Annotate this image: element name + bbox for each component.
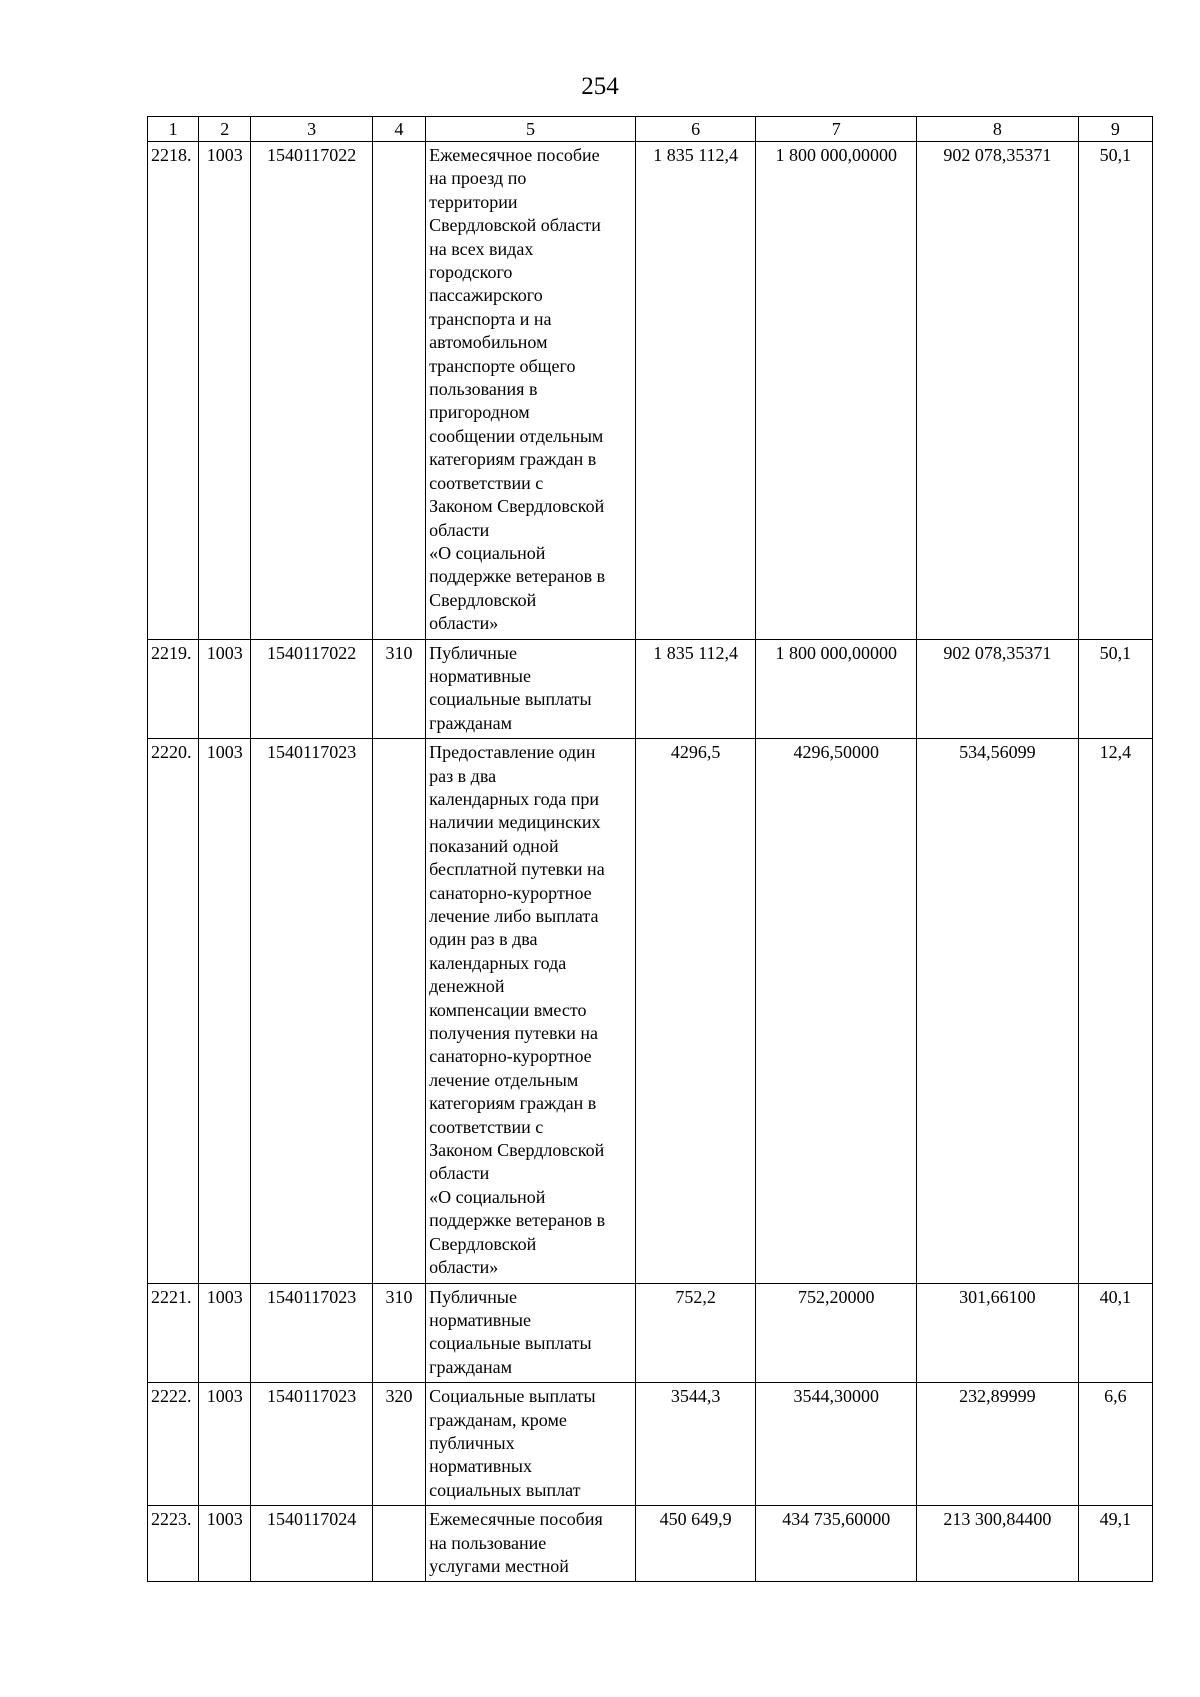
value-col9-cell: 50,1 (1078, 639, 1152, 739)
value-col8-cell: 301,66100 (917, 1283, 1079, 1383)
column-header-5: 5 (426, 117, 636, 142)
description-line: транспорте общего (429, 355, 576, 376)
description-line: Публичные (429, 642, 517, 663)
expense-type-cell: 310 (372, 1283, 425, 1383)
column-header-7: 7 (756, 117, 917, 142)
value-col8-cell: 902 078,35371 (917, 639, 1079, 739)
description-line: категориям граждан в (429, 449, 597, 470)
row-number-cell: 2219. (148, 639, 199, 739)
table-body (148, 142, 1153, 1582)
description-line: категориям граждан в (429, 1093, 597, 1114)
expense-type-cell: 310 (372, 639, 425, 739)
description-line: нормативные (429, 665, 531, 686)
expense-type-cell (372, 739, 425, 1283)
column-header-9: 9 (1078, 117, 1152, 142)
description-line: наличии медицинских (429, 812, 601, 833)
row-number-cell: 2220. (148, 739, 199, 1283)
section-code-cell: 1003 (199, 142, 251, 640)
section-code-cell: 1003 (199, 639, 251, 739)
description-line: Законом Свердловской (429, 1140, 605, 1161)
table-row (148, 1383, 1153, 1506)
table-row (148, 142, 1153, 640)
description-line: транспорта и на (429, 308, 552, 329)
value-col8-cell: 534,56099 (917, 739, 1079, 1283)
value-col9-cell: 12,4 (1078, 739, 1152, 1283)
value-col9-cell: 6,6 (1078, 1383, 1152, 1506)
description-line: календарных года (429, 952, 567, 973)
value-col8-cell: 213 300,84400 (917, 1506, 1079, 1582)
expense-type-cell: 320 (372, 1383, 425, 1506)
target-code-cell: 1540117024 (251, 1506, 372, 1582)
target-code-cell: 1540117023 (251, 1383, 372, 1506)
description-cell (426, 639, 636, 739)
description-cell (426, 1506, 636, 1582)
column-header-4: 4 (372, 117, 425, 142)
value-col9-cell: 50,1 (1078, 142, 1152, 640)
value-col6-cell: 752,2 (635, 1283, 755, 1383)
description-cell (426, 142, 636, 640)
description-line: Ежемесячное пособие (429, 145, 600, 165)
value-col7-cell: 1 800 000,00000 (756, 142, 917, 640)
value-col7-cell: 752,20000 (756, 1283, 917, 1383)
description-line: городского (429, 262, 513, 283)
row-number-cell: 2218. (148, 142, 199, 640)
column-header-3: 3 (251, 117, 372, 142)
description-line: автомобильном (429, 332, 548, 353)
description-line: соответствии с (429, 1116, 544, 1137)
description-line: Социальные выплаты (429, 1386, 596, 1407)
description-line: области (429, 1163, 490, 1184)
description-line: Свердловской (429, 1233, 537, 1254)
description-line: гражданам, кроме (429, 1409, 567, 1430)
description-line: поддержке ветеранов в (429, 566, 606, 587)
description-line: социальные выплаты (429, 1333, 592, 1354)
description-line: денежной (429, 976, 505, 997)
description-line: компенсации вместо (429, 999, 587, 1020)
budget-table (147, 116, 1153, 1582)
description-line: области (429, 519, 490, 540)
description-line: пользования в (429, 379, 538, 400)
description-line: на проезд по (429, 168, 527, 189)
description-line: сообщении отдельным (429, 425, 604, 446)
description-line: на всех видах (429, 238, 534, 259)
section-code-cell: 1003 (199, 739, 251, 1283)
description-line: области» (429, 613, 499, 634)
description-line: гражданам (429, 1356, 513, 1377)
description-line: соответствии с (429, 472, 544, 493)
description-line: раз в два (429, 765, 497, 786)
column-header-6: 6 (635, 117, 755, 142)
description-line: пассажирского (429, 285, 543, 306)
table-row (148, 1283, 1153, 1383)
description-line: пригородном (429, 402, 530, 423)
description-line: санаторно-курортное (429, 1046, 592, 1067)
value-col6-cell: 4296,5 (635, 739, 755, 1283)
table-header (148, 117, 1153, 142)
value-col8-cell: 232,89999 (917, 1383, 1079, 1506)
description-line: Предоставление один (429, 742, 596, 763)
target-code-cell: 1540117022 (251, 142, 372, 640)
expense-type-cell (372, 1506, 425, 1582)
value-col6-cell: 450 649,9 (635, 1506, 755, 1582)
section-code-cell: 1003 (199, 1283, 251, 1383)
column-header-1: 1 (148, 117, 199, 142)
description-line: Ежемесячные пособия (429, 1509, 603, 1530)
description-line: социальные выплаты (429, 689, 592, 710)
column-header-8: 8 (917, 117, 1079, 142)
table-row (148, 1506, 1153, 1582)
value-col7-cell: 434 735,60000 (756, 1506, 917, 1582)
description-line: Законом Свердловской (429, 496, 605, 517)
description-line: показаний одной (429, 835, 559, 856)
description-cell (426, 739, 636, 1283)
value-col9-cell: 40,1 (1078, 1283, 1152, 1383)
description-line: Свердловской (429, 589, 537, 610)
section-code-cell: 1003 (199, 1383, 251, 1506)
description-line: нормативных (429, 1456, 532, 1477)
description-line: социальных выплат (429, 1479, 581, 1500)
description-line: один раз в два (429, 929, 538, 950)
table-row (148, 739, 1153, 1283)
description-line: территории (429, 191, 518, 212)
row-number-cell: 2221. (148, 1283, 199, 1383)
value-col7-cell: 4296,50000 (756, 739, 917, 1283)
section-code-cell: 1003 (199, 1506, 251, 1582)
description-line: бесплатной путевки на (429, 859, 605, 880)
description-line: санаторно-курортное (429, 882, 592, 903)
value-col6-cell: 3544,3 (635, 1383, 755, 1506)
target-code-cell: 1540117023 (251, 739, 372, 1283)
description-line: поддержке ветеранов в (429, 1210, 606, 1231)
description-line: календарных года при (429, 788, 600, 809)
description-line: публичных (429, 1432, 515, 1453)
description-line: на пользование (429, 1532, 547, 1553)
description-line: нормативные (429, 1309, 531, 1330)
row-number-cell: 2223. (148, 1506, 199, 1582)
expense-type-cell (372, 142, 425, 640)
description-line: получения путевки на (429, 1023, 599, 1044)
description-line: Публичные (429, 1286, 517, 1307)
description-line: «О социальной (429, 1186, 546, 1207)
table-row (148, 639, 1153, 739)
value-col8-cell: 902 078,35371 (917, 142, 1079, 640)
target-code-cell: 1540117023 (251, 1283, 372, 1383)
description-line: гражданам (429, 712, 513, 733)
row-number-cell: 2222. (148, 1383, 199, 1506)
page-number: 254 (581, 73, 619, 100)
header-row (148, 117, 1153, 142)
description-cell (426, 1283, 636, 1383)
description-line: лечение либо выплата (429, 906, 599, 926)
value-col6-cell: 1 835 112,4 (635, 142, 755, 640)
value-col7-cell: 3544,30000 (756, 1383, 917, 1506)
description-line: услугами местной (429, 1555, 569, 1576)
target-code-cell: 1540117022 (251, 639, 372, 739)
description-line: Свердловской области (429, 215, 601, 236)
description-cell (426, 1383, 636, 1506)
description-line: лечение отдельным (429, 1069, 579, 1090)
description-line: области» (429, 1257, 499, 1278)
value-col6-cell: 1 835 112,4 (635, 639, 755, 739)
description-line: «О социальной (429, 542, 546, 563)
column-header-2: 2 (199, 117, 251, 142)
value-col7-cell: 1 800 000,00000 (756, 639, 917, 739)
value-col9-cell: 49,1 (1078, 1506, 1152, 1582)
